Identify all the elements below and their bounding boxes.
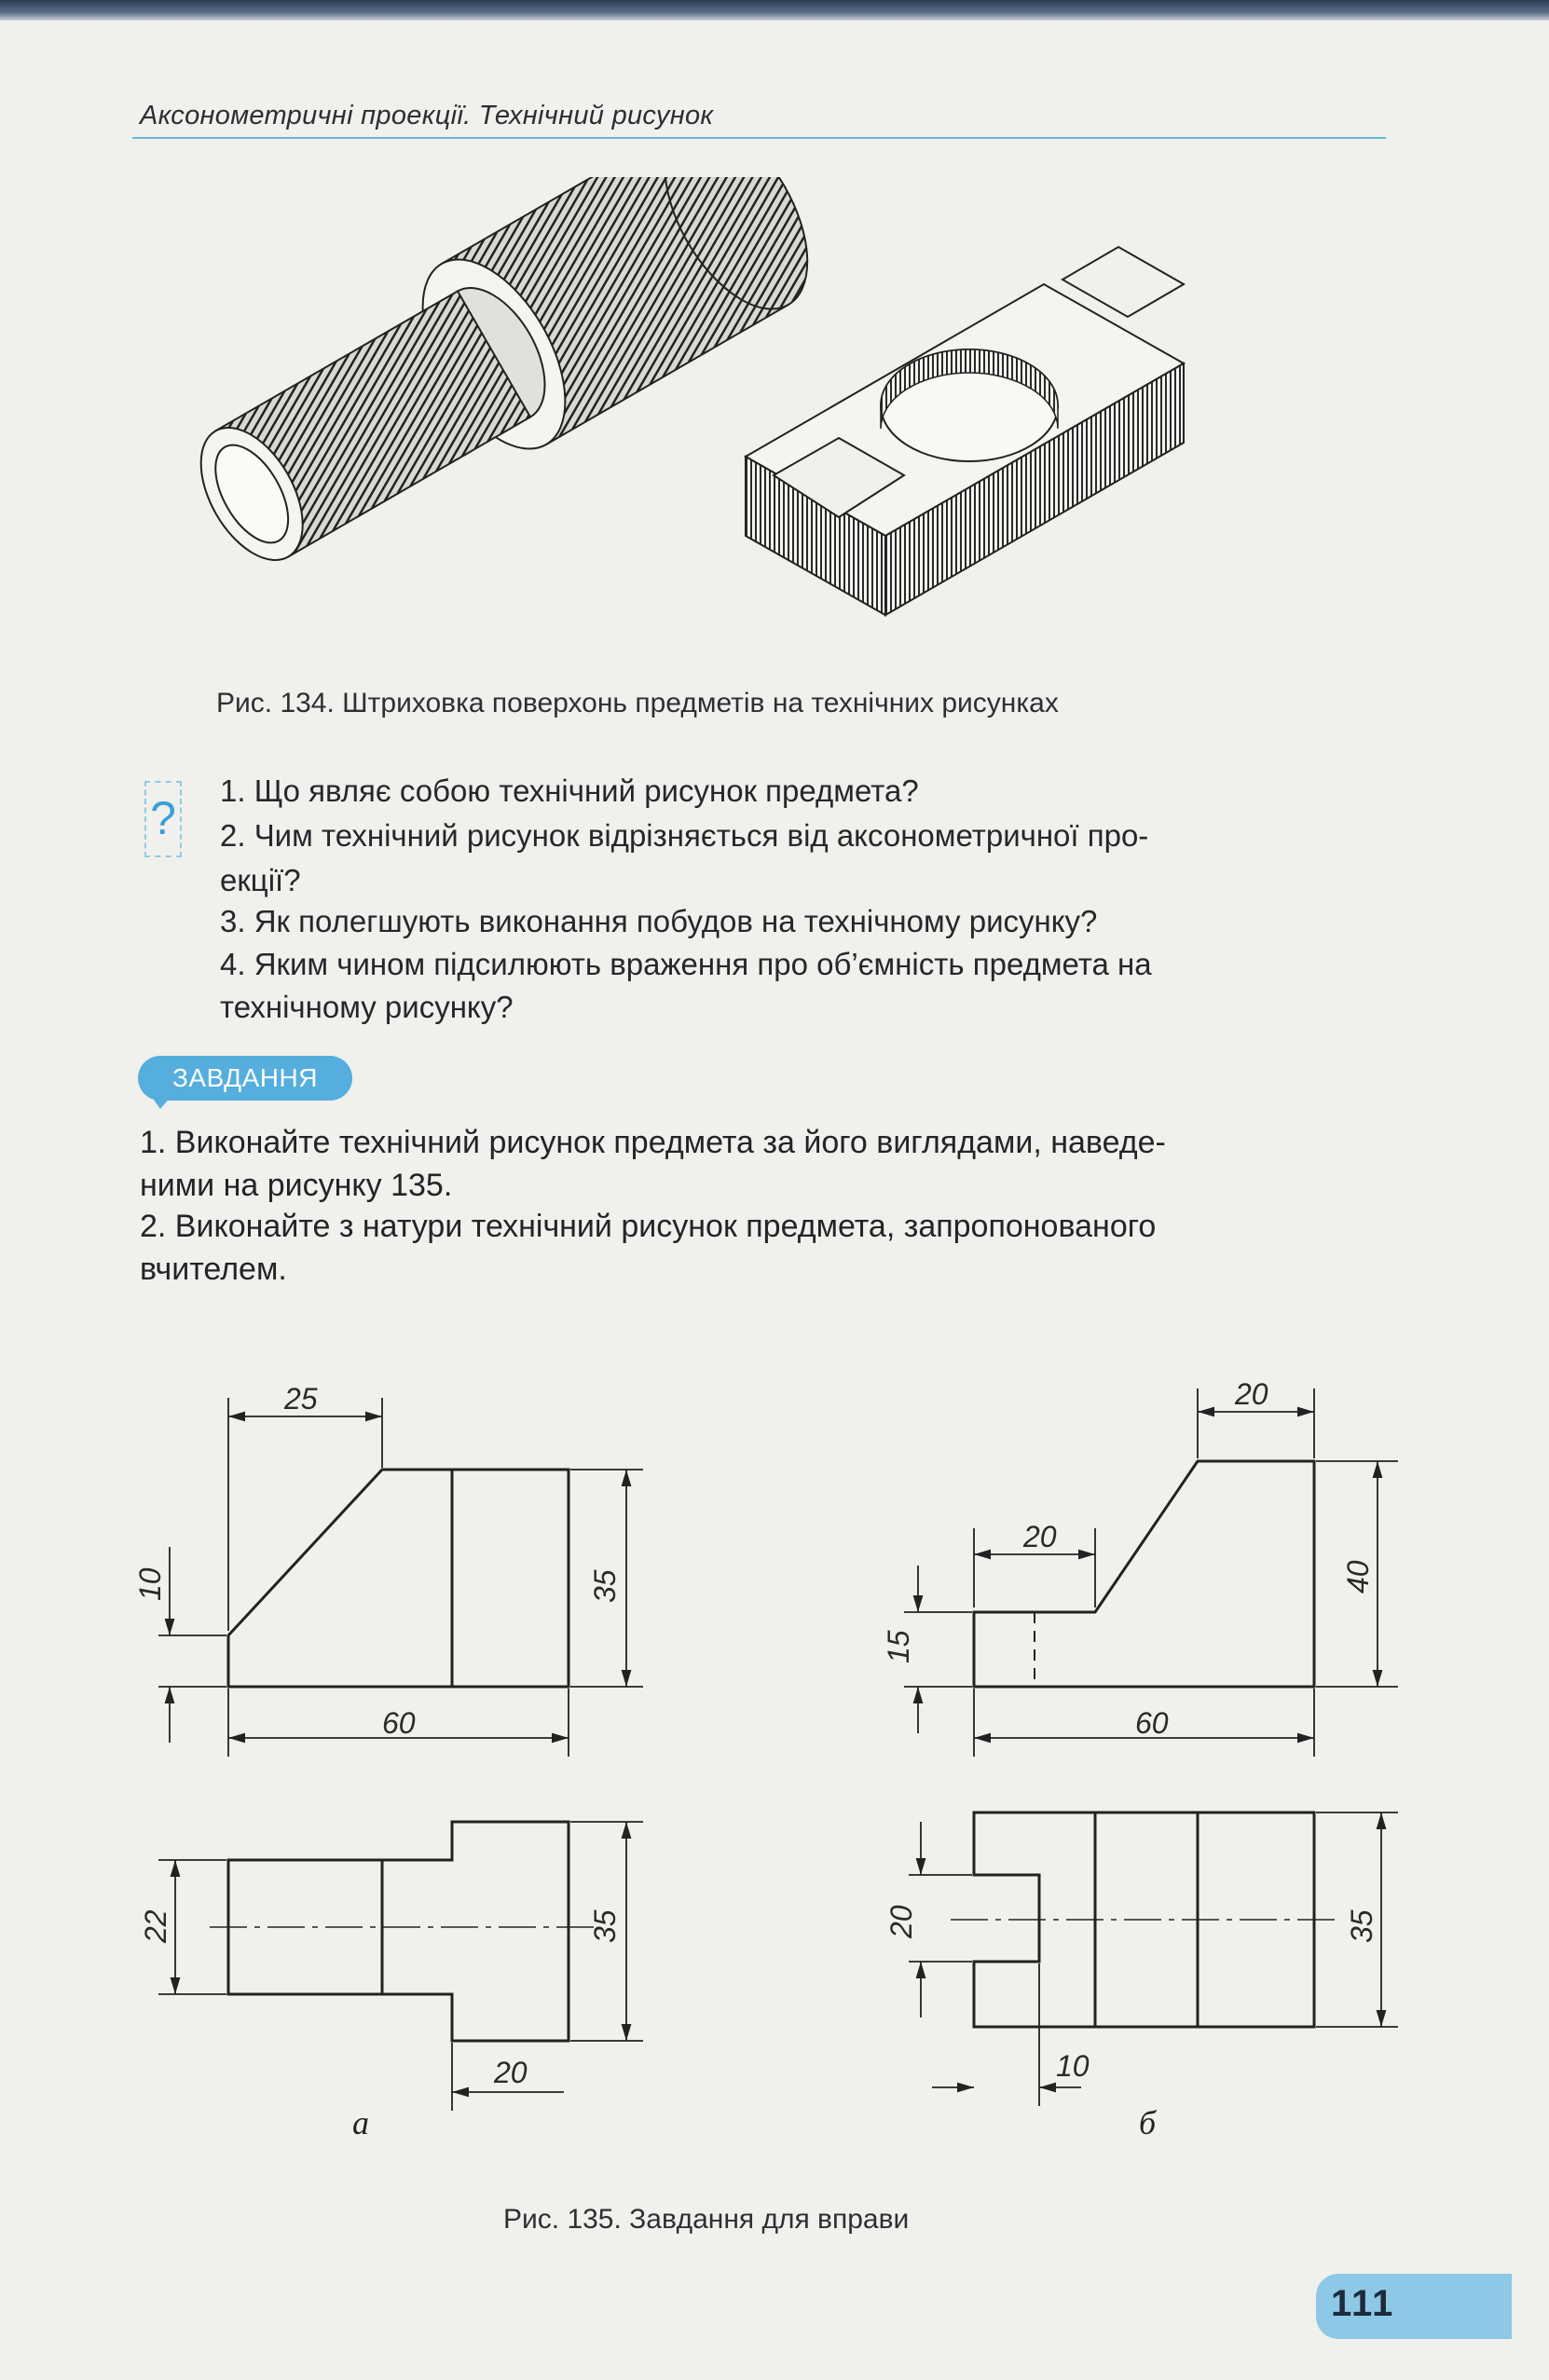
- dim-a-top-width: 25: [284, 1382, 318, 1416]
- task-line-3: 2. Виконайте з натури технічний рисунок предмета, запропонованого: [140, 1209, 1157, 1244]
- drawing-label-a: а: [352, 2104, 369, 2141]
- dim-a-bottom-width: 60: [382, 1706, 416, 1740]
- question-line-6: технічному рисунку?: [220, 990, 514, 1024]
- question-line-1: 1. Що являє собою технічний рисунок предмета?: [220, 773, 919, 808]
- running-header: Аксонометричні проекції. Технічний рисунок: [140, 101, 714, 130]
- dim-b-plan-right: 35: [1345, 1909, 1378, 1943]
- dim-b-plan-bottom: 10: [1056, 2049, 1090, 2083]
- dim-a-right-height: 35: [588, 1569, 622, 1603]
- drawing-label-b: б: [1139, 2104, 1157, 2141]
- dim-b-left-height: 15: [882, 1630, 915, 1663]
- question-line-2: 2. Чим технічний рисунок відрізняється від аксонометричної про-: [220, 818, 1149, 853]
- dim-a-plan-bottom: 20: [494, 2056, 528, 2089]
- task-line-1: 1. Виконайте технічний рисунок предмета за його виглядами, наведе-: [140, 1125, 1166, 1160]
- dim-b-bottom-width: 60: [1135, 1706, 1169, 1740]
- question-mark-icon: ?: [144, 781, 182, 857]
- question-line-4: 3. Як полегшують виконання побудов на технічному рисунку?: [220, 904, 1098, 938]
- figure-135-caption: Рис. 135. Завдання для вправи: [503, 2204, 910, 2235]
- task-line-4: вчителем.: [140, 1252, 287, 1287]
- view-b-front-outline: [974, 1461, 1314, 1687]
- dim-b-top-width: 20: [1235, 1377, 1268, 1411]
- dim-b-plan-left: 20: [884, 1905, 918, 1938]
- dim-b-step-width: 20: [1023, 1520, 1057, 1553]
- task-line-2: ними на рисунку 135.: [140, 1168, 453, 1203]
- dim-a-plan-left: 22: [139, 1909, 172, 1943]
- dim-a-plan-right: 35: [588, 1909, 622, 1943]
- question-line-5: 4. Яким чином підсилюють враження про об’ємність предмета на: [220, 947, 1152, 981]
- view-a-plan-outline: [228, 1822, 569, 2041]
- page-number: 111: [1331, 2283, 1395, 2324]
- view-a-front-outline: [228, 1470, 569, 1687]
- dim-b-right-height: 40: [1341, 1560, 1375, 1594]
- question-line-3: екції?: [220, 863, 301, 897]
- tasks-badge: ЗАВДАННЯ: [138, 1056, 352, 1101]
- dim-a-left-height: 10: [133, 1567, 167, 1601]
- figure-134-caption: Рис. 134. Штриховка поверхонь предметів на технічних рисунках: [216, 688, 1059, 718]
